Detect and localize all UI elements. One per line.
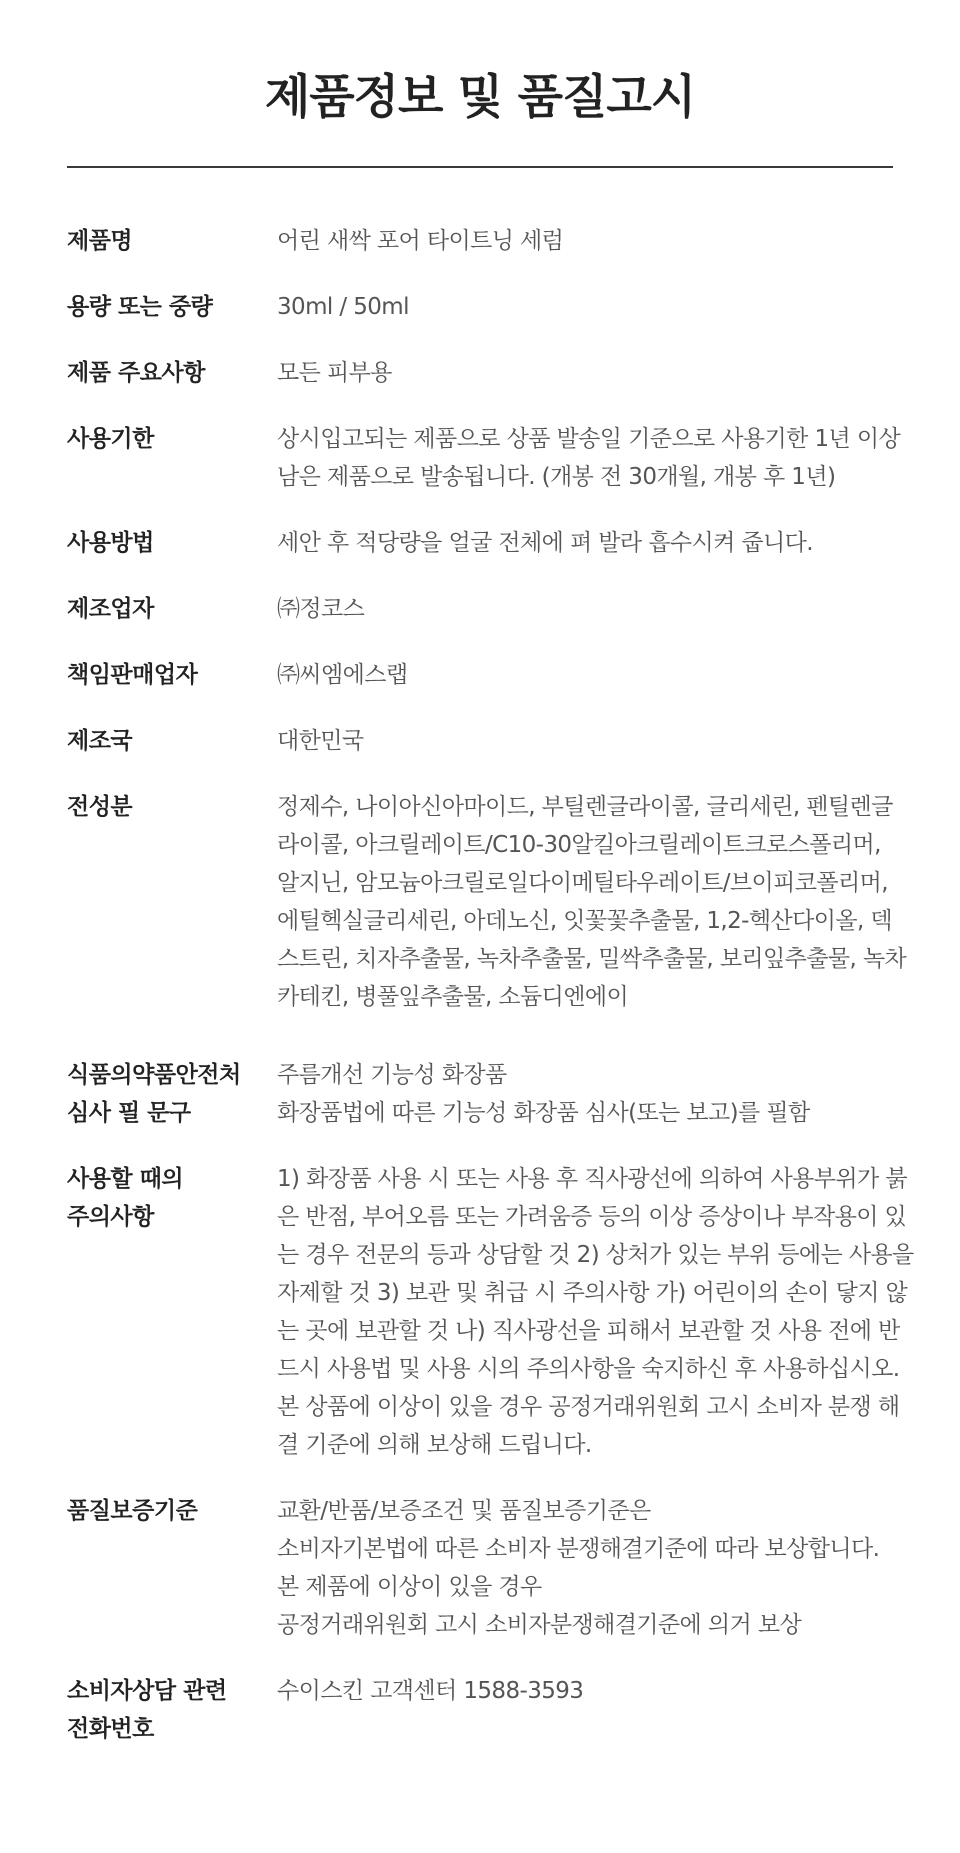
info-label — [67, 590, 277, 628]
info-row — [67, 420, 901, 496]
info-value — [277, 722, 893, 760]
info-row — [67, 524, 893, 562]
info-label-line: 주의사항 — [67, 1204, 154, 1230]
title-divider — [67, 166, 893, 168]
info-label — [67, 1672, 277, 1748]
info-label — [67, 288, 277, 326]
info-value — [277, 222, 893, 260]
info-value-line: 모든 피부용 — [277, 360, 392, 386]
info-value-line: 라이콜, 아크릴레이트/C10-30알킬아크릴레이트크로스폴리머, — [277, 832, 881, 858]
info-label — [67, 420, 277, 458]
info-label — [67, 354, 277, 392]
info-label-line: 전성분 — [67, 794, 133, 820]
info-row — [67, 722, 893, 760]
info-value-line: ㈜정코스 — [277, 596, 365, 622]
info-label-line: 제품명 — [67, 228, 133, 254]
info-label-line: 용량 또는 중량 — [67, 294, 213, 320]
info-label-line: 제품 주요사항 — [67, 360, 205, 386]
info-value-line: 에틸헥실글리세린, 아데노신, 잇꽃꽃추출물, 1,2-헥산다이올, 덱 — [277, 908, 892, 934]
info-value-line: 소비자기본법에 따른 소비자 분쟁해결기준에 따라 보상합니다. — [277, 1536, 880, 1562]
info-row — [67, 656, 893, 694]
info-row — [67, 222, 893, 260]
info-value-line: 남은 제품으로 발송됩니다. (개봉 전 30개월, 개봉 후 1년) — [277, 464, 836, 490]
info-row — [67, 590, 893, 628]
info-row — [67, 1492, 893, 1644]
info-value-line: 대한민국 — [277, 728, 364, 754]
info-value-line: 1) 화장품 사용 시 또는 사용 후 직사광선에 의하여 사용부위가 붉 — [277, 1166, 907, 1192]
info-value-line: 알지닌, 암모늄아크릴로일다이메틸타우레이트/브이피코폴리머, — [277, 870, 888, 896]
info-value — [277, 788, 906, 1016]
info-label-line: 책임판매업자 — [67, 662, 198, 688]
info-value-line: 자제할 것 3) 보관 및 취급 시 주의사항 가) 어린이의 손이 닿지 않 — [277, 1280, 908, 1306]
info-row — [67, 788, 907, 1016]
info-value — [277, 1056, 893, 1132]
info-value-line: 30ml / 50ml — [277, 294, 409, 320]
info-row — [67, 354, 893, 392]
info-value-line: 카테킨, 병풀잎추출물, 소듐디엔에이 — [277, 984, 629, 1010]
info-value-line: 결 기준에 의해 보상해 드립니다. — [277, 1432, 592, 1458]
info-value-line: 은 반점, 부어오름 또는 가려움증 등의 이상 증상이나 부작용이 있 — [277, 1204, 907, 1230]
info-label — [67, 1056, 277, 1132]
info-value-line: 세안 후 적당량을 얼굴 전체에 펴 발라 흡수시켜 줍니다. — [277, 530, 813, 556]
info-value-line: ㈜씨엠에스랩 — [277, 662, 408, 688]
info-value — [277, 656, 893, 694]
info-value — [277, 420, 900, 496]
info-value-line: 드시 사용법 및 사용 시의 주의사항을 숙지하신 후 사용하십시오. — [277, 1356, 900, 1382]
info-label-line: 제조국 — [67, 728, 133, 754]
info-value-line: 화장품법에 따른 기능성 화장품 심사(또는 보고)를 필함 — [277, 1100, 810, 1126]
info-value — [277, 1160, 914, 1464]
info-label-line: 사용방법 — [67, 530, 154, 556]
info-label-line: 소비자상담 관련 — [67, 1678, 227, 1704]
info-row — [67, 1672, 893, 1748]
info-label-line: 품질보증기준 — [67, 1498, 198, 1524]
info-value-line: 상시입고되는 제품으로 상품 발송일 기준으로 사용기한 1년 이상 — [277, 426, 901, 452]
info-label — [67, 722, 277, 760]
info-row — [67, 288, 893, 326]
info-value-line: 수이스킨 고객센터 1588-3593 — [277, 1678, 584, 1704]
info-value-line: 어린 새싹 포어 타이트닝 세럼 — [277, 228, 564, 254]
info-value-line: 주름개선 기능성 화장품 — [277, 1062, 507, 1088]
info-value-line: 는 곳에 보관할 것 나) 직사광선을 피해서 보관할 것 사용 전에 반 — [277, 1318, 900, 1344]
info-table — [67, 222, 914, 1748]
info-value-line: 본 상품에 이상이 있을 경우 공정거래위원회 고시 소비자 분쟁 해 — [277, 1394, 900, 1420]
info-label-line: 사용할 때의 — [67, 1166, 184, 1192]
info-value — [277, 524, 893, 562]
info-value — [277, 354, 893, 392]
info-value — [277, 590, 893, 628]
info-value-line: 본 제품에 이상이 있을 경우 — [277, 1574, 542, 1600]
info-row — [67, 1160, 914, 1464]
info-label-line: 제조업자 — [67, 596, 154, 622]
info-label-line: 사용기한 — [67, 426, 154, 452]
info-label — [67, 222, 277, 260]
info-label-line: 심사 필 문구 — [67, 1100, 191, 1126]
info-value — [277, 1672, 893, 1710]
info-label — [67, 656, 277, 694]
info-label — [67, 788, 277, 826]
info-value-line: 정제수, 나이아신아마이드, 부틸렌글라이콜, 글리세린, 펜틸렌글 — [277, 794, 893, 820]
info-value — [277, 288, 893, 326]
info-label — [67, 1492, 277, 1530]
info-label-line: 식품의약품안전처 — [67, 1062, 241, 1088]
info-value — [277, 1492, 893, 1644]
page-title: 제품정보 및 품질고시 — [264, 70, 696, 125]
info-value-line: 는 경우 전문의 등과 상담할 것 2) 상처가 있는 부위 등에는 사용을 — [277, 1242, 914, 1268]
info-label — [67, 524, 277, 562]
info-value-line: 공정거래위원회 고시 소비자분쟁해결기준에 의거 보상 — [277, 1612, 802, 1638]
info-value-line: 교환/반품/보증조건 및 품질보증기준은 — [277, 1498, 651, 1524]
info-value-line: 스트린, 치자추출물, 녹차추출물, 밀싹추출물, 보리잎추출물, 녹차 — [277, 946, 907, 972]
info-row — [67, 1056, 893, 1132]
info-label-line: 전화번호 — [67, 1716, 154, 1742]
info-label — [67, 1160, 277, 1236]
